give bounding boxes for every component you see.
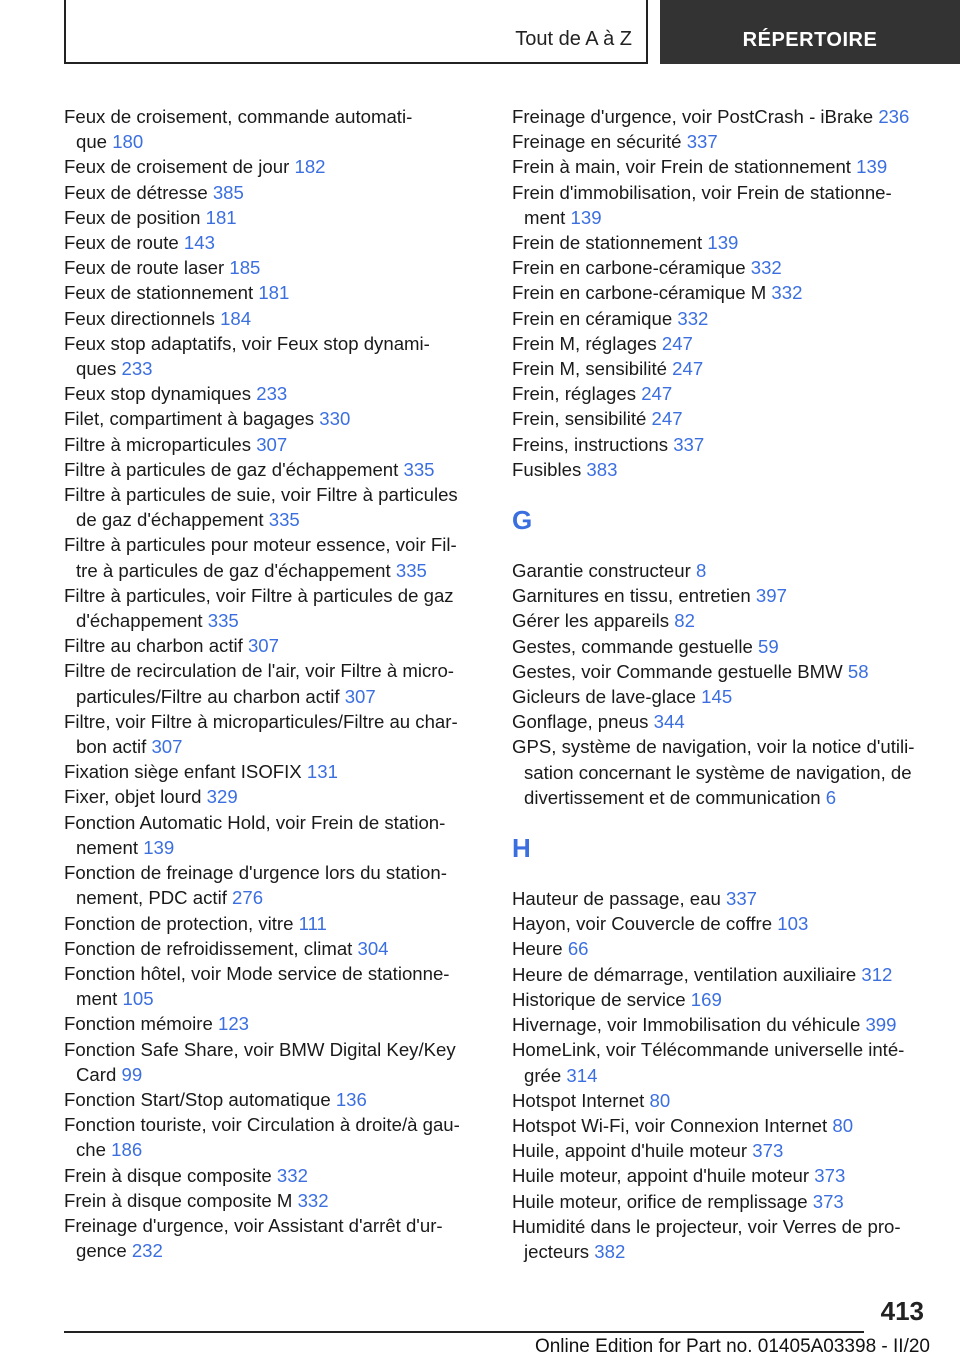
index-entry	[64, 331, 474, 381]
index-entry-text: Frein en carbone-céramique	[512, 257, 746, 279]
index-entry	[64, 255, 474, 280]
index-entry-text: divertissement et de communication	[524, 786, 821, 808]
index-entry-text: ment	[524, 206, 566, 228]
index-entry-text: Feux de route	[64, 232, 179, 254]
page-reference-link[interactable]: 136	[335, 1088, 367, 1110]
index-entry	[64, 280, 474, 305]
page-reference-link[interactable]: 145	[701, 686, 733, 708]
index-entry-text: Card	[76, 1063, 117, 1085]
page-reference-link[interactable]: 233	[256, 383, 288, 405]
page-reference-link[interactable]: 307	[247, 635, 279, 657]
page-reference-link[interactable]: 373	[752, 1140, 784, 1162]
index-entry-text: Feux stop adaptatifs, voir Feux stop dynami-	[64, 332, 430, 354]
index-entry	[64, 1011, 474, 1036]
page-reference-link[interactable]: 337	[726, 888, 758, 910]
index-entry	[512, 306, 922, 331]
index-entry-text: particules/Filtre au charbon actif	[76, 685, 340, 707]
header-section-tab	[64, 0, 648, 64]
index-entry-text: Feux directionnels	[64, 307, 215, 329]
index-entry-text: jecteurs	[524, 1240, 590, 1262]
page-reference-link[interactable]: 332	[677, 307, 709, 329]
index-entry	[512, 659, 922, 684]
index-entry-text: de gaz d'échappement	[76, 509, 264, 531]
page-reference-link[interactable]: 139	[570, 206, 602, 228]
index-entry-text: Garantie constructeur	[512, 560, 691, 582]
index-entry	[64, 432, 474, 457]
index-letter-heading: H	[512, 833, 531, 864]
index-entry-text: Huile moteur, orifice de remplissage	[512, 1190, 808, 1212]
index-entry	[512, 1012, 922, 1037]
page-reference-link[interactable]: 131	[306, 761, 338, 783]
footer-edition-text: Online Edition for Part no. 01405A03398 - II/20	[534, 1336, 930, 1357]
index-entry-text: Gestes, commande gestuelle	[512, 635, 753, 657]
index-entry-text: Filtre à particules pour moteur essence, voir Fil-	[64, 534, 457, 556]
page-reference-link[interactable]: 139	[143, 836, 175, 858]
page-reference-link[interactable]: 335	[395, 559, 427, 581]
index-entry	[512, 406, 922, 431]
index-entry	[64, 810, 474, 860]
index-entry-text: Heure de démarrage, ventilation auxiliaire	[512, 963, 857, 985]
page-reference-link[interactable]: 329	[206, 786, 238, 808]
footer-divider	[64, 1331, 864, 1333]
page-reference-link[interactable]: 80	[832, 1114, 854, 1136]
index-entry	[64, 1087, 474, 1112]
index-entry	[512, 987, 922, 1012]
index-entry-text: Humidité dans le projecteur, voir Verres de pro-	[512, 1215, 901, 1237]
index-entry-text: Frein en carbone-céramique M	[512, 282, 767, 304]
page-reference-link[interactable]: 314	[566, 1064, 598, 1086]
page-reference-link[interactable]: 344	[653, 711, 685, 733]
index-entry-text: Fonction touriste, voir Circulation à droite/à gau-	[64, 1114, 460, 1136]
index-entry	[64, 633, 474, 658]
index-entry	[64, 406, 474, 431]
page-reference-link[interactable]: 6	[825, 786, 837, 808]
index-entry	[64, 381, 474, 406]
page-reference-link[interactable]: 8	[695, 560, 707, 582]
page-reference-link[interactable]: 383	[586, 458, 618, 480]
index-entry	[512, 886, 922, 911]
index-letter-heading: G	[512, 505, 533, 536]
page-reference-link[interactable]: 247	[641, 383, 673, 405]
index-entry-text: que	[76, 131, 108, 153]
index-entry-text: Fixer, objet lourd	[64, 786, 202, 808]
index-entry	[64, 482, 474, 532]
index-entry	[64, 911, 474, 936]
index-entry	[64, 1213, 474, 1263]
page-reference-link[interactable]: 276	[232, 887, 264, 909]
index-entry-text: sation concernant le système de navigation, de	[524, 761, 912, 783]
index-entry-text: Filtre à particules de gaz d'échappement	[64, 458, 399, 480]
index-entry-text: Feux de stationnement	[64, 282, 254, 304]
page-reference-link[interactable]: 103	[777, 913, 809, 935]
index-entry	[512, 558, 922, 583]
chapter-label: RÉPERTOIRE	[742, 29, 878, 51]
index-entry-text: Gestes, voir Commande gestuelle BMW	[512, 660, 843, 682]
index-entry	[64, 583, 474, 633]
index-entry	[512, 104, 922, 129]
index-entry	[64, 1112, 474, 1162]
page-reference-link[interactable]: 307	[151, 736, 183, 758]
page-reference-link[interactable]: 139	[707, 232, 739, 254]
page-reference-link[interactable]: 58	[847, 660, 869, 682]
index-entry-text: d'échappement	[76, 610, 203, 632]
page-reference-link[interactable]: 59	[757, 635, 779, 657]
index-entry	[512, 1214, 922, 1264]
header-chapter-tab	[660, 0, 960, 64]
index-entry-text: Frein à disque composite	[64, 1164, 272, 1186]
index-entry-text: nement, PDC actif	[76, 887, 227, 909]
index-entry	[64, 936, 474, 961]
index-entry	[512, 911, 922, 936]
index-entry-text: Hotspot Internet	[512, 1089, 645, 1111]
index-entry-text: Filtre de recirculation de l'air, voir Filtre à micro-	[64, 660, 454, 682]
page-reference-link[interactable]: 373	[812, 1190, 844, 1212]
page-reference-link[interactable]: 184	[220, 307, 252, 329]
index-entry	[512, 583, 922, 608]
index-entry	[512, 1037, 922, 1087]
page-reference-link[interactable]: 332	[750, 257, 782, 279]
index-entry	[64, 1163, 474, 1188]
page-reference-link[interactable]: 373	[814, 1165, 846, 1187]
index-entry	[512, 230, 922, 255]
page-reference-link[interactable]: 335	[268, 509, 300, 531]
index-entry	[512, 1163, 922, 1188]
index-entry	[64, 205, 474, 230]
page-reference-link[interactable]: 181	[258, 282, 290, 304]
page-reference-link[interactable]: 247	[661, 332, 693, 354]
page-reference-link[interactable]: 337	[673, 433, 705, 455]
page-reference-link[interactable]: 307	[256, 433, 288, 455]
page-reference-link[interactable]: 105	[122, 988, 154, 1010]
page-reference-link[interactable]: 399	[865, 1014, 897, 1036]
index-entry	[64, 961, 474, 1011]
index-entry-text: Feux stop dynamiques	[64, 383, 252, 405]
index-entry-text: Fonction de protection, vitre	[64, 912, 294, 934]
index-entry	[512, 684, 922, 709]
page-reference-link[interactable]: 180	[112, 131, 144, 153]
index-entry	[512, 381, 922, 406]
index-entry	[64, 230, 474, 255]
index-entry-text: Frein M, réglages	[512, 332, 657, 354]
index-entry	[512, 255, 922, 280]
index-entry	[64, 154, 474, 179]
index-entry-text: HomeLink, voir Télécommande universelle inté-	[512, 1039, 905, 1061]
page-reference-link[interactable]: 312	[861, 963, 893, 985]
index-entry-text: Feux de croisement, commande automati-	[64, 106, 413, 127]
index-entry	[64, 532, 474, 582]
page-reference-link[interactable]: 307	[344, 685, 376, 707]
index-entry	[64, 759, 474, 784]
index-entry	[64, 180, 474, 205]
index-entry-text: grée	[524, 1064, 562, 1086]
index-entry-text: Filet, compartiment à bagages	[64, 408, 315, 430]
page-reference-link[interactable]: 139	[856, 156, 888, 178]
index-entry-text: Hotspot Wi-Fi, voir Connexion Internet	[512, 1114, 828, 1136]
index-entry	[512, 634, 922, 659]
page-reference-link[interactable]: 304	[357, 937, 389, 959]
index-entry-text: GPS, système de navigation, voir la notice d'utili-	[512, 736, 915, 758]
index-entry	[512, 1138, 922, 1163]
index-entry	[64, 1188, 474, 1213]
page-reference-link[interactable]: 232	[131, 1240, 163, 1262]
index-entry-text: Frein en céramique	[512, 307, 673, 329]
index-entry	[64, 709, 474, 759]
index-entry-text: Fusibles	[512, 458, 582, 480]
index-entry	[512, 180, 922, 230]
index-entry-text: ques	[76, 358, 117, 380]
index-entry-text: Historique de service	[512, 988, 686, 1010]
page-reference-link[interactable]: 185	[229, 257, 261, 279]
page-reference-link[interactable]: 335	[403, 458, 435, 480]
index-entry	[512, 608, 922, 633]
index-entry-text: Freinage d'urgence, voir PostCrash - iBrake	[512, 106, 874, 127]
index-entry-text: Huile moteur, appoint d'huile moteur	[512, 1165, 810, 1187]
index-entry-text: Fonction de freinage d'urgence lors du station-	[64, 862, 447, 884]
page-reference-link[interactable]: 233	[121, 358, 153, 380]
index-entry-text: Filtre à particules, voir Filtre à particules de gaz	[64, 584, 454, 606]
index-entry-text: Feux de croisement de jour	[64, 156, 290, 178]
index-entry	[512, 356, 922, 381]
index-entry	[512, 280, 922, 305]
index-entry	[512, 457, 922, 482]
index-entry	[512, 734, 922, 810]
index-entry-text: Fonction hôtel, voir Mode service de stationne-	[64, 962, 450, 984]
page-reference-link[interactable]: 169	[690, 988, 722, 1010]
page-reference-link[interactable]: 247	[672, 358, 704, 380]
index-entry-text: Gonflage, pneus	[512, 711, 649, 733]
index-entry	[64, 784, 474, 809]
index-entry-text: Frein à main, voir Frein de stationnement	[512, 156, 851, 178]
page-reference-link[interactable]: 181	[205, 206, 237, 228]
index-entry-text: Frein, réglages	[512, 383, 637, 405]
index-entry	[512, 432, 922, 457]
index-entry-text: Fixation siège enfant ISOFIX	[64, 761, 302, 783]
page-reference-link[interactable]: 332	[276, 1164, 308, 1186]
index-entry-text: Huile, appoint d'huile moteur	[512, 1140, 748, 1162]
page-reference-link[interactable]: 182	[294, 156, 326, 178]
index-entry	[64, 104, 474, 154]
page-reference-link[interactable]: 382	[594, 1240, 626, 1262]
page-reference-link[interactable]: 82	[674, 610, 695, 632]
index-entry-text: Frein à disque composite M	[64, 1189, 293, 1211]
index-entry-text: Hauteur de passage, eau	[512, 888, 721, 910]
index-column-right	[512, 104, 922, 1264]
index-entry-text: tre à particules de gaz d'échappement	[76, 559, 391, 581]
index-entry-text: Fonction mémoire	[64, 1013, 213, 1035]
index-entry-text: Frein M, sensibilité	[512, 358, 667, 380]
page-reference-link[interactable]: 332	[771, 282, 803, 304]
index-entry-text: gence	[76, 1240, 127, 1262]
index-entry-text: che	[76, 1139, 106, 1161]
section-label: Tout de A à Z	[515, 28, 632, 50]
index-entry-text: Feux de route laser	[64, 257, 225, 279]
index-entry-text: Freinage en sécurité	[512, 131, 682, 153]
index-entry-text: Fonction Start/Stop automatique	[64, 1088, 331, 1110]
index-entry-text: Gérer les appareils	[512, 610, 670, 632]
page-reference-link[interactable]: 397	[755, 585, 787, 607]
index-entry-text: Fonction Safe Share, voir BMW Digital Key/Key	[64, 1038, 456, 1060]
index-entry	[64, 658, 474, 708]
page-reference-link[interactable]: 123	[217, 1013, 250, 1035]
page-reference-link[interactable]: 186	[111, 1139, 143, 1161]
index-entry-text: bon actif	[76, 736, 147, 758]
page-reference-link[interactable]: 236	[878, 106, 910, 127]
index-entry-text: Gicleurs de lave-glace	[512, 686, 696, 708]
index-entry	[512, 154, 922, 179]
index-entry-text: Garnitures en tissu, entretien	[512, 585, 751, 607]
index-entry-text: nement	[76, 836, 139, 858]
index-entry-text: Filtre à microparticules	[64, 433, 252, 455]
index-entry-text: Hayon, voir Couvercle de coffre	[512, 913, 773, 935]
index-entry-text: Feux de position	[64, 206, 201, 228]
page-reference-link[interactable]: 330	[319, 408, 351, 430]
page-reference-link[interactable]: 111	[298, 912, 327, 934]
index-entry-text: Frein d'immobilisation, voir Frein de stationne-	[512, 181, 892, 203]
index-entry-text: Filtre au charbon actif	[64, 635, 243, 657]
page-reference-link[interactable]: 80	[649, 1089, 671, 1111]
index-entry-text: Freins, instructions	[512, 433, 669, 455]
index-entry	[512, 331, 922, 356]
page-reference-link[interactable]: 143	[183, 232, 215, 254]
index-entry	[64, 306, 474, 331]
index-column-left	[64, 104, 474, 1263]
page-reference-link[interactable]: 337	[686, 131, 718, 153]
index-entry	[512, 129, 922, 154]
index-entry	[64, 457, 474, 482]
index-entry	[512, 1189, 922, 1214]
page-number: 413	[880, 1296, 924, 1326]
page-reference-link[interactable]: 66	[567, 938, 589, 960]
index-entry	[512, 709, 922, 734]
index-entry	[512, 1088, 922, 1113]
index-entry-text: Fonction Automatic Hold, voir Frein de station-	[64, 811, 446, 833]
page-reference-link[interactable]: 332	[297, 1189, 329, 1211]
page-reference-link[interactable]: 335	[207, 610, 239, 632]
index-entry-text: Freinage d'urgence, voir Assistant d'arrêt d'ur-	[64, 1214, 443, 1236]
index-entry-text: Frein de stationnement	[512, 232, 703, 254]
index-entry-text: Fonction de refroidissement, climat	[64, 937, 353, 959]
index-entry-text: Hivernage, voir Immobilisation du véhicule	[512, 1014, 861, 1036]
page-reference-link[interactable]: 99	[121, 1063, 143, 1085]
index-entry	[64, 1037, 474, 1087]
index-entry	[512, 962, 922, 987]
index-entry-text: Filtre, voir Filtre à microparticules/Filtre au char-	[64, 710, 458, 732]
index-entry	[512, 936, 922, 961]
index-entry-text: Frein, sensibilité	[512, 408, 647, 430]
index-entry-text: ment	[76, 988, 118, 1010]
page-reference-link[interactable]: 385	[212, 181, 244, 203]
index-entry-text: Heure	[512, 938, 563, 960]
index-entry-text: Filtre à particules de suie, voir Filtre à particules	[64, 484, 458, 506]
page-reference-link[interactable]: 247	[651, 408, 683, 430]
index-entry	[64, 860, 474, 910]
index-entry	[512, 1113, 922, 1138]
index-entry-text: Feux de détresse	[64, 181, 208, 203]
